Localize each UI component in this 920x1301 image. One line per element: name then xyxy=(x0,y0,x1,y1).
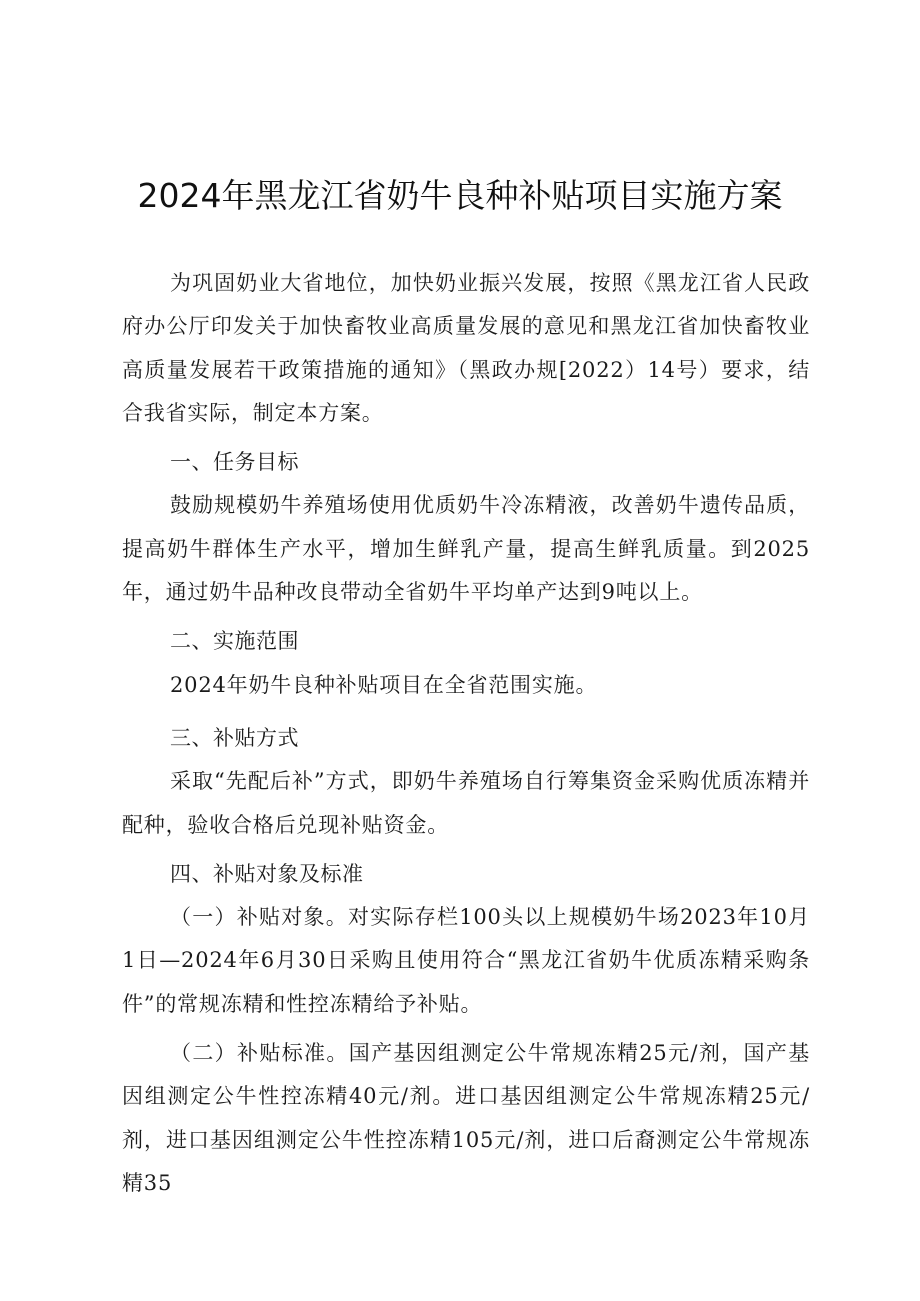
document-title: 2024年黑龙江省奶牛良种补贴项目实施方案 xyxy=(137,176,783,215)
section-heading-subsidy-targets: 四、补贴对象及标准 xyxy=(170,861,364,886)
section-paragraph: 鼓励规模奶牛养殖场使用优质奶牛冷冻精液，改善奶牛遗传品质，提高奶牛群体生产水平，增加生鲜乳产量，提高生鲜乳质量。到2025年，通过奶牛品种改良带动全省奶牛平均单产达到9吨以上。 xyxy=(122,493,810,605)
intro-paragraph: 为巩固奶业大省地位，加快奶业振兴发展，按照《黑龙江省人民政府办公厅印发关于加快畜牧业高质量发展的意见和黑龙江省加快畜牧业高质量发展若干政策措施的通知》（黑政办规[2022）14号）要求，结合我省实际，制定本方案。 xyxy=(122,271,810,425)
document-body xyxy=(122,262,810,1205)
section-paragraph: 2024年奶牛良种补贴项目在全省范围实施。 xyxy=(170,672,598,697)
section-heading-subsidy-method: 三、补贴方式 xyxy=(170,725,299,750)
section-heading-scope: 二、实施范围 xyxy=(170,629,299,654)
spacer xyxy=(122,707,810,717)
section-paragraph: （一）补贴对象。对实际存栏100头以上规模奶牛场2023年10月1日—2024年6月30日采购且使用符合“黑龙江省奶牛优质冻精采购条件”的常规冻精和性控冻精给予补贴。 xyxy=(122,905,810,1016)
section-heading-task-goal: 一、任务目标 xyxy=(170,450,299,475)
section-paragraph: 采取“先配后补”方式，即奶牛养殖场自行筹集资金采购优质冻精并配种，验收合格后兑现补贴资金。 xyxy=(122,769,810,837)
section-paragraph: （二）补贴标准。国产基因组测定公牛常规冻精25元/剂，国产基因组测定公牛性控冻精40元/剂。进口基因组测定公牛常规冻精25元/剂，进口基因组测定公牛性控冻精105元/剂，进口后裔测定公牛常规冻精35 xyxy=(122,1041,810,1195)
